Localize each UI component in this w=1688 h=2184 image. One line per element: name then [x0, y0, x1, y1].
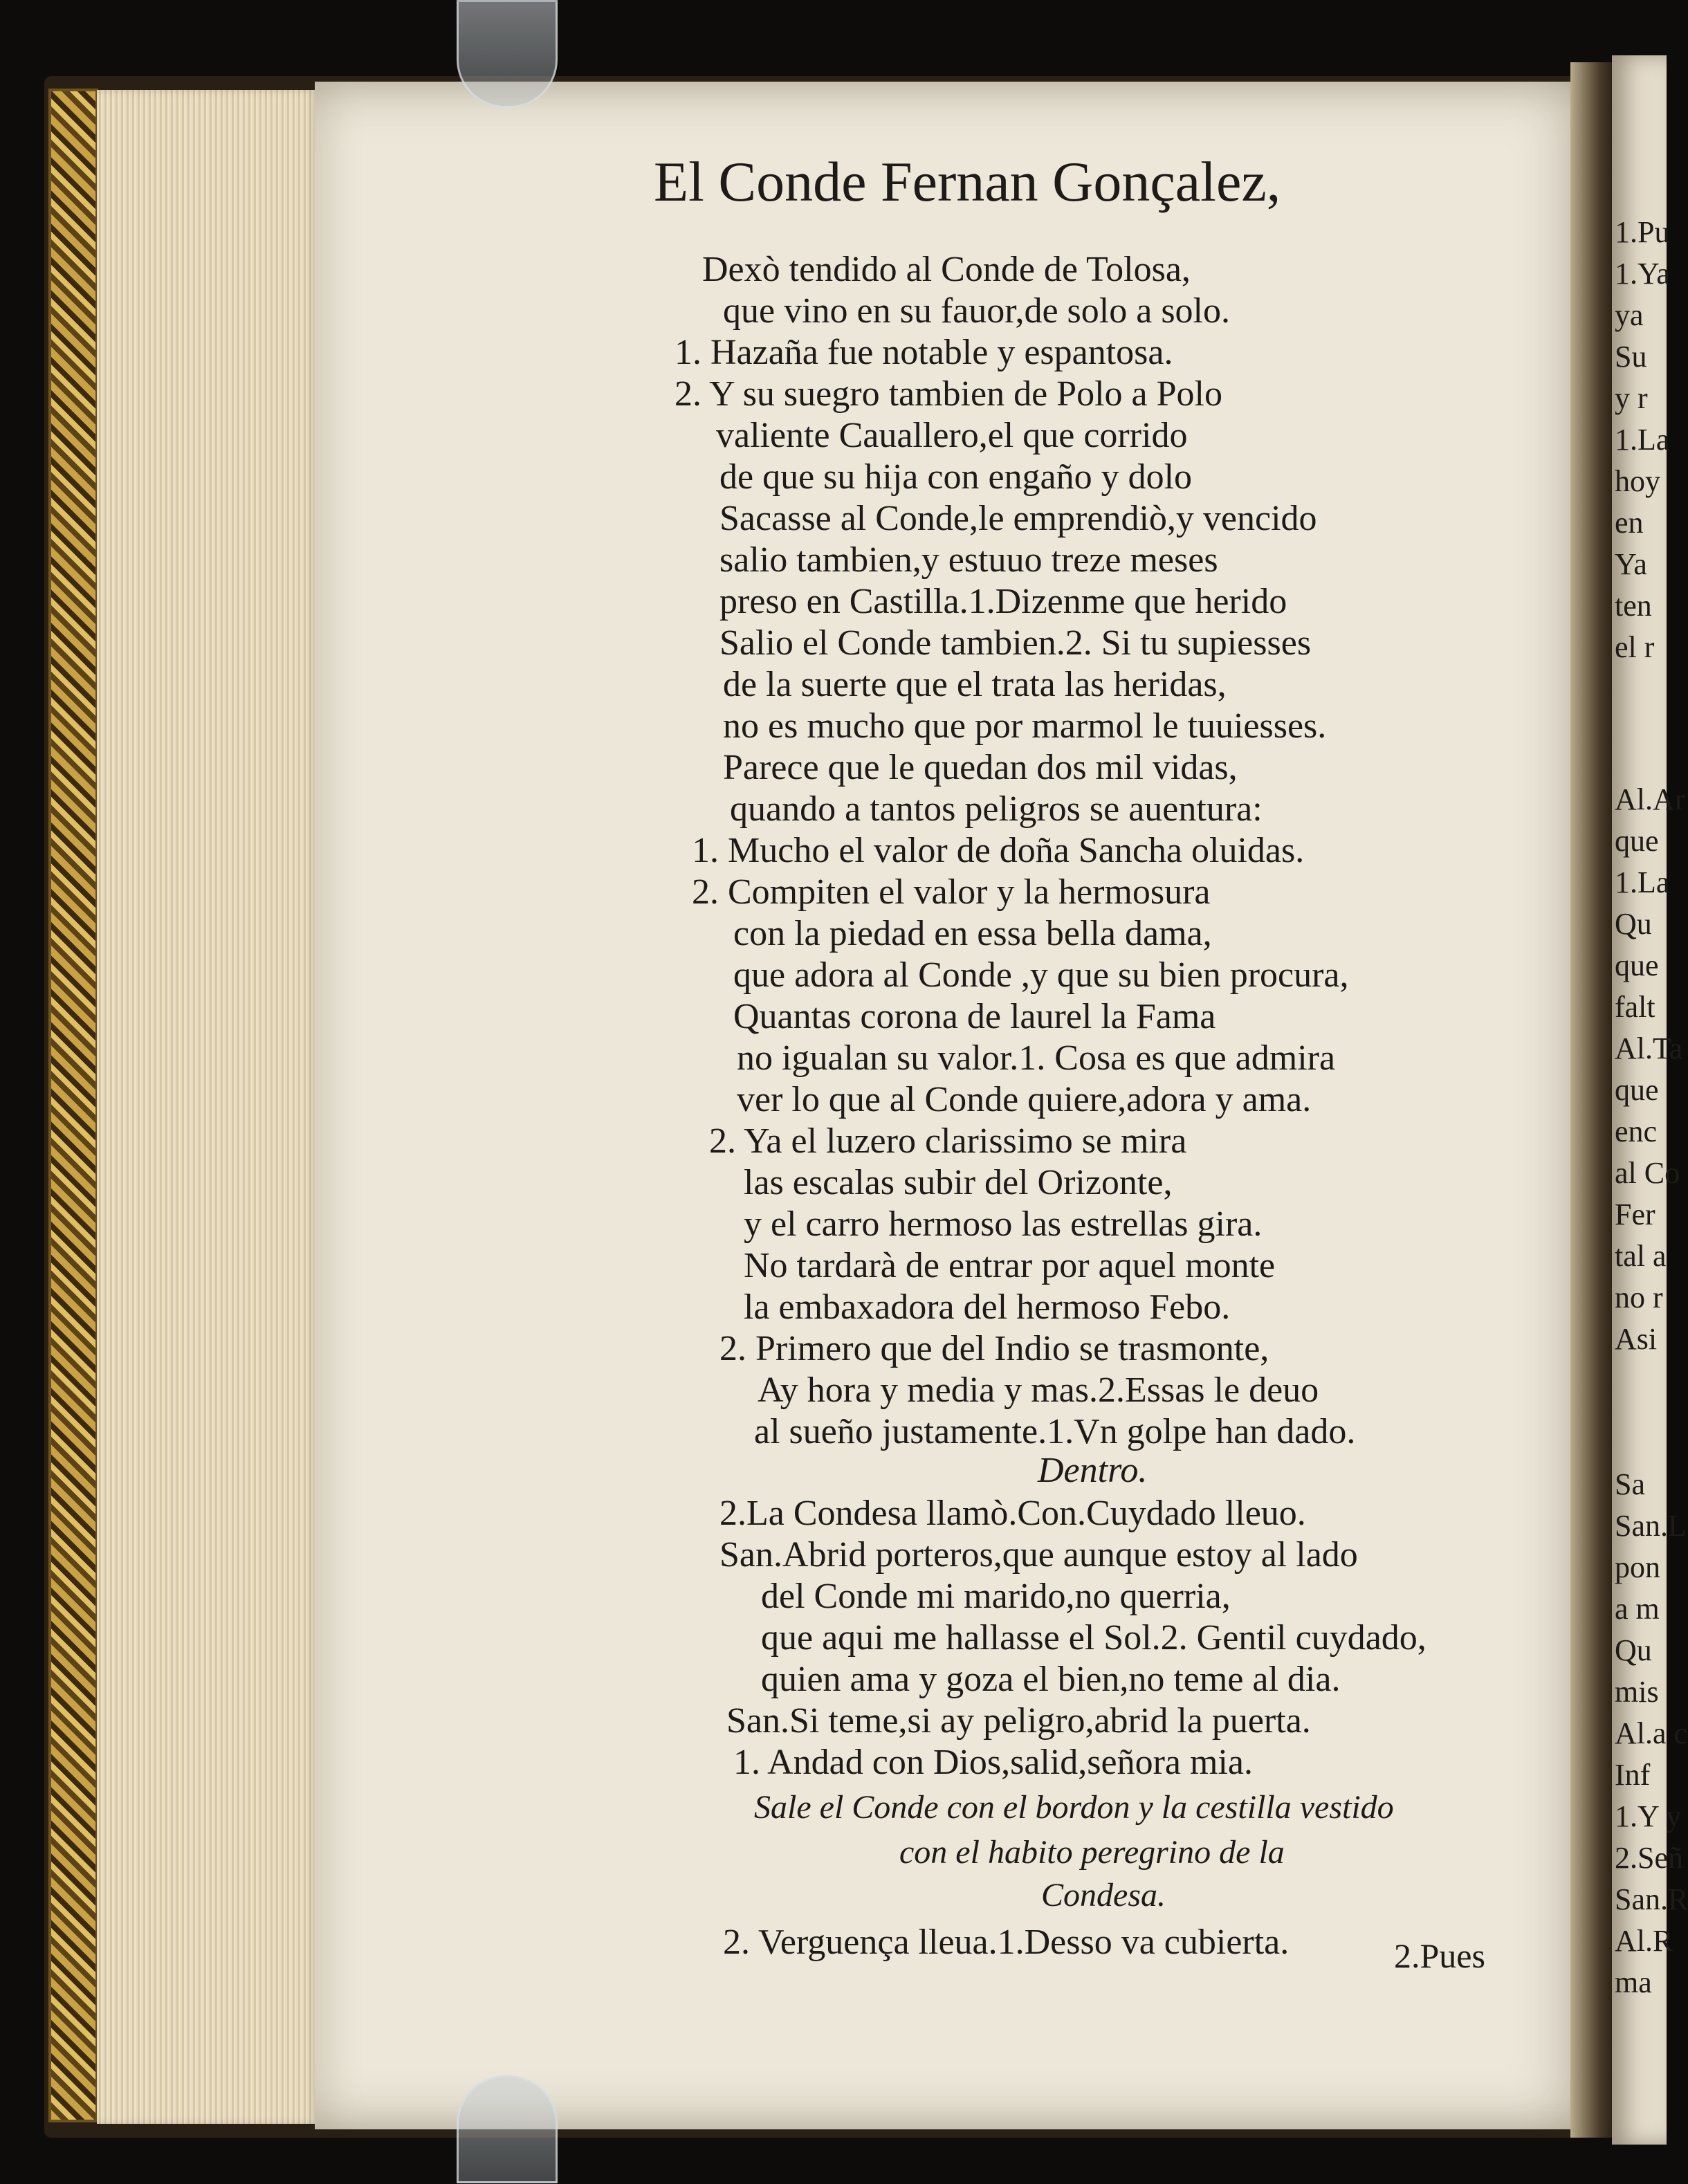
text-line: 2. Primero que del Indio se trasmonte,	[719, 1329, 1269, 1368]
text-line: Sacasse al Conde,le emprendiò,y vencido	[719, 499, 1317, 538]
fragment-text: no r	[1615, 1281, 1663, 1314]
poem-text	[315, 82, 1615, 2129]
fragment-text: tal a	[1615, 1239, 1667, 1273]
text-line: San.Abrid porteros,que aunque estoy al lado	[719, 1535, 1358, 1575]
text-line: Salio el Conde tambien.2. Si tu supiesses	[719, 623, 1312, 663]
catchword: 2.Pues	[1394, 1936, 1485, 1975]
fragment-text: al Co	[1615, 1156, 1680, 1190]
text-line: quien ama y goza el bien,no teme al dia.	[761, 1660, 1341, 1699]
text-line: 1. Mucho el valor de doña Sancha oluidas.	[692, 831, 1305, 870]
fragment-text: Qu	[1615, 907, 1652, 941]
fragment-text: Al.R	[1615, 1924, 1673, 1958]
fragment-text: ten	[1615, 589, 1652, 623]
text-line: No tardarà de entrar por aquel monte	[744, 1246, 1276, 1285]
stage-direction: Dentro.	[1038, 1451, 1148, 1490]
fragment-text: 1.La	[1615, 423, 1670, 457]
text-line: 1. Andad con Dios,salid,señora mia.	[733, 1743, 1253, 1782]
fragment-text: San.L	[1615, 1509, 1687, 1543]
fragment-text: mis	[1615, 1675, 1659, 1709]
fragment-text: Inf	[1615, 1758, 1651, 1792]
fragment-text: que	[1615, 1073, 1659, 1107]
text-line: preso en Castilla.1.Dizenme que herido	[719, 582, 1287, 621]
text-line: Dexò tendido al Conde de Tolosa,	[702, 250, 1191, 289]
text-line: de que su hija con engaño y dolo	[719, 457, 1193, 497]
stage-direction: Sale el Conde con el bordon y la cestilla vestido	[754, 1789, 1394, 1826]
text-line: que adora al Conde ,y que su bien procura,	[733, 955, 1349, 995]
fragment-text: ma	[1615, 1965, 1652, 1999]
text-line: 2. Y su suegro tambien de Polo a Polo	[675, 374, 1222, 414]
fragment-text: que	[1615, 948, 1659, 982]
text-line: ver lo que al Conde quiere,adora y ama.	[737, 1080, 1312, 1119]
text-line: 2. Compiten el valor y la hermosura	[692, 872, 1211, 912]
fragment-text: 1.La	[1615, 865, 1670, 899]
fragment-text: enc	[1615, 1114, 1658, 1148]
fragment-text: San.R	[1615, 1882, 1688, 1916]
fragment-text: Asi	[1615, 1322, 1658, 1356]
text-line: del Conde mi marido,no querria,	[761, 1577, 1231, 1616]
page-holder-clip-top	[457, 0, 558, 108]
text-line: 2. Verguença lleua.1.Desso va cubierta.	[723, 1923, 1290, 1962]
text-line: Ay hora y media y mas.2.Essas le deuo	[758, 1370, 1319, 1410]
text-line: y el carro hermoso las estrellas gira.	[744, 1204, 1263, 1244]
text-line: no es mucho que por marmol le tuuiesses.	[723, 706, 1327, 746]
text-line: 1. Hazaña fue notable y espantosa.	[675, 333, 1173, 372]
fragment-text: 2.Señ	[1615, 1841, 1683, 1875]
book-page-left	[315, 82, 1615, 2129]
fragment-text: hoy	[1615, 464, 1660, 498]
text-line: al sueño justamente.1.Vn golpe han dado.	[754, 1412, 1356, 1451]
book-page-right-edge	[1612, 55, 1688, 2145]
text-line: las escalas subir del Orizonte,	[744, 1163, 1173, 1202]
running-head: El Conde Fernan Gonçalez,	[654, 150, 1281, 213]
fragment-text: Al.Ta	[1615, 1031, 1683, 1065]
text-line: la embaxadora del hermoso Febo.	[744, 1287, 1231, 1327]
fragment-text: Al.a c	[1615, 1716, 1688, 1750]
text-line: que vino en su fauor,de solo a solo.	[723, 291, 1231, 331]
text-line: 2.La Condesa llamò.Con.Cuydado lleuo.	[719, 1494, 1306, 1533]
text-line: que aqui me hallasse el Sol.2. Gentil cuydado,	[761, 1618, 1426, 1658]
fragment-text: 1.Y y	[1615, 1799, 1682, 1833]
fragment-text: pon	[1615, 1550, 1660, 1584]
fragment-text: a m	[1615, 1592, 1660, 1626]
fragment-text: Ya	[1615, 547, 1647, 581]
gilt-binding-edge	[48, 89, 98, 2122]
text-line: 2. Ya el luzero clarissimo se mira	[709, 1121, 1187, 1161]
fragment-text: 1.Ya	[1615, 257, 1670, 291]
text-line: San.Si teme,si ay peligro,abrid la puerta.	[726, 1701, 1311, 1741]
fragment-text: que	[1615, 824, 1659, 858]
text-line: valiente Cauallero,el que corrido	[716, 416, 1188, 455]
fragment-text: Al.Ar	[1615, 782, 1685, 816]
fragment-text: el r	[1615, 630, 1655, 664]
fragment-text: ya	[1615, 298, 1644, 332]
fragment-text: falt	[1615, 990, 1655, 1024]
fragment-text: Fer	[1615, 1197, 1655, 1231]
stage-direction: con el habito peregrino de la	[899, 1834, 1285, 1871]
text-line: de la suerte que el trata las heridas,	[723, 665, 1227, 704]
fragment-text: Su	[1615, 340, 1647, 374]
fragment-text: en	[1615, 506, 1644, 540]
fragment-text: Qu	[1615, 1633, 1652, 1667]
page-fore-edge	[97, 90, 318, 2124]
fragment-text: 1.Pu	[1615, 215, 1670, 249]
page-holder-clip-bottom	[457, 2075, 558, 2183]
stage-direction: Condesa.	[1041, 1877, 1166, 1914]
fragment-text: Sa	[1615, 1467, 1645, 1501]
text-line: no igualan su valor.1. Cosa es que admira	[737, 1038, 1336, 1078]
fragment-text: y r	[1615, 381, 1648, 415]
text-line: Parece que le quedan dos mil vidas,	[723, 748, 1238, 787]
text-line: con la piedad en essa bella dama,	[733, 914, 1212, 953]
text-line: Quantas corona de laurel la Fama	[733, 997, 1216, 1036]
text-line: quando a tantos peligros se auentura:	[730, 789, 1263, 829]
text-line: salio tambien,y estuuo treze meses	[719, 540, 1218, 580]
